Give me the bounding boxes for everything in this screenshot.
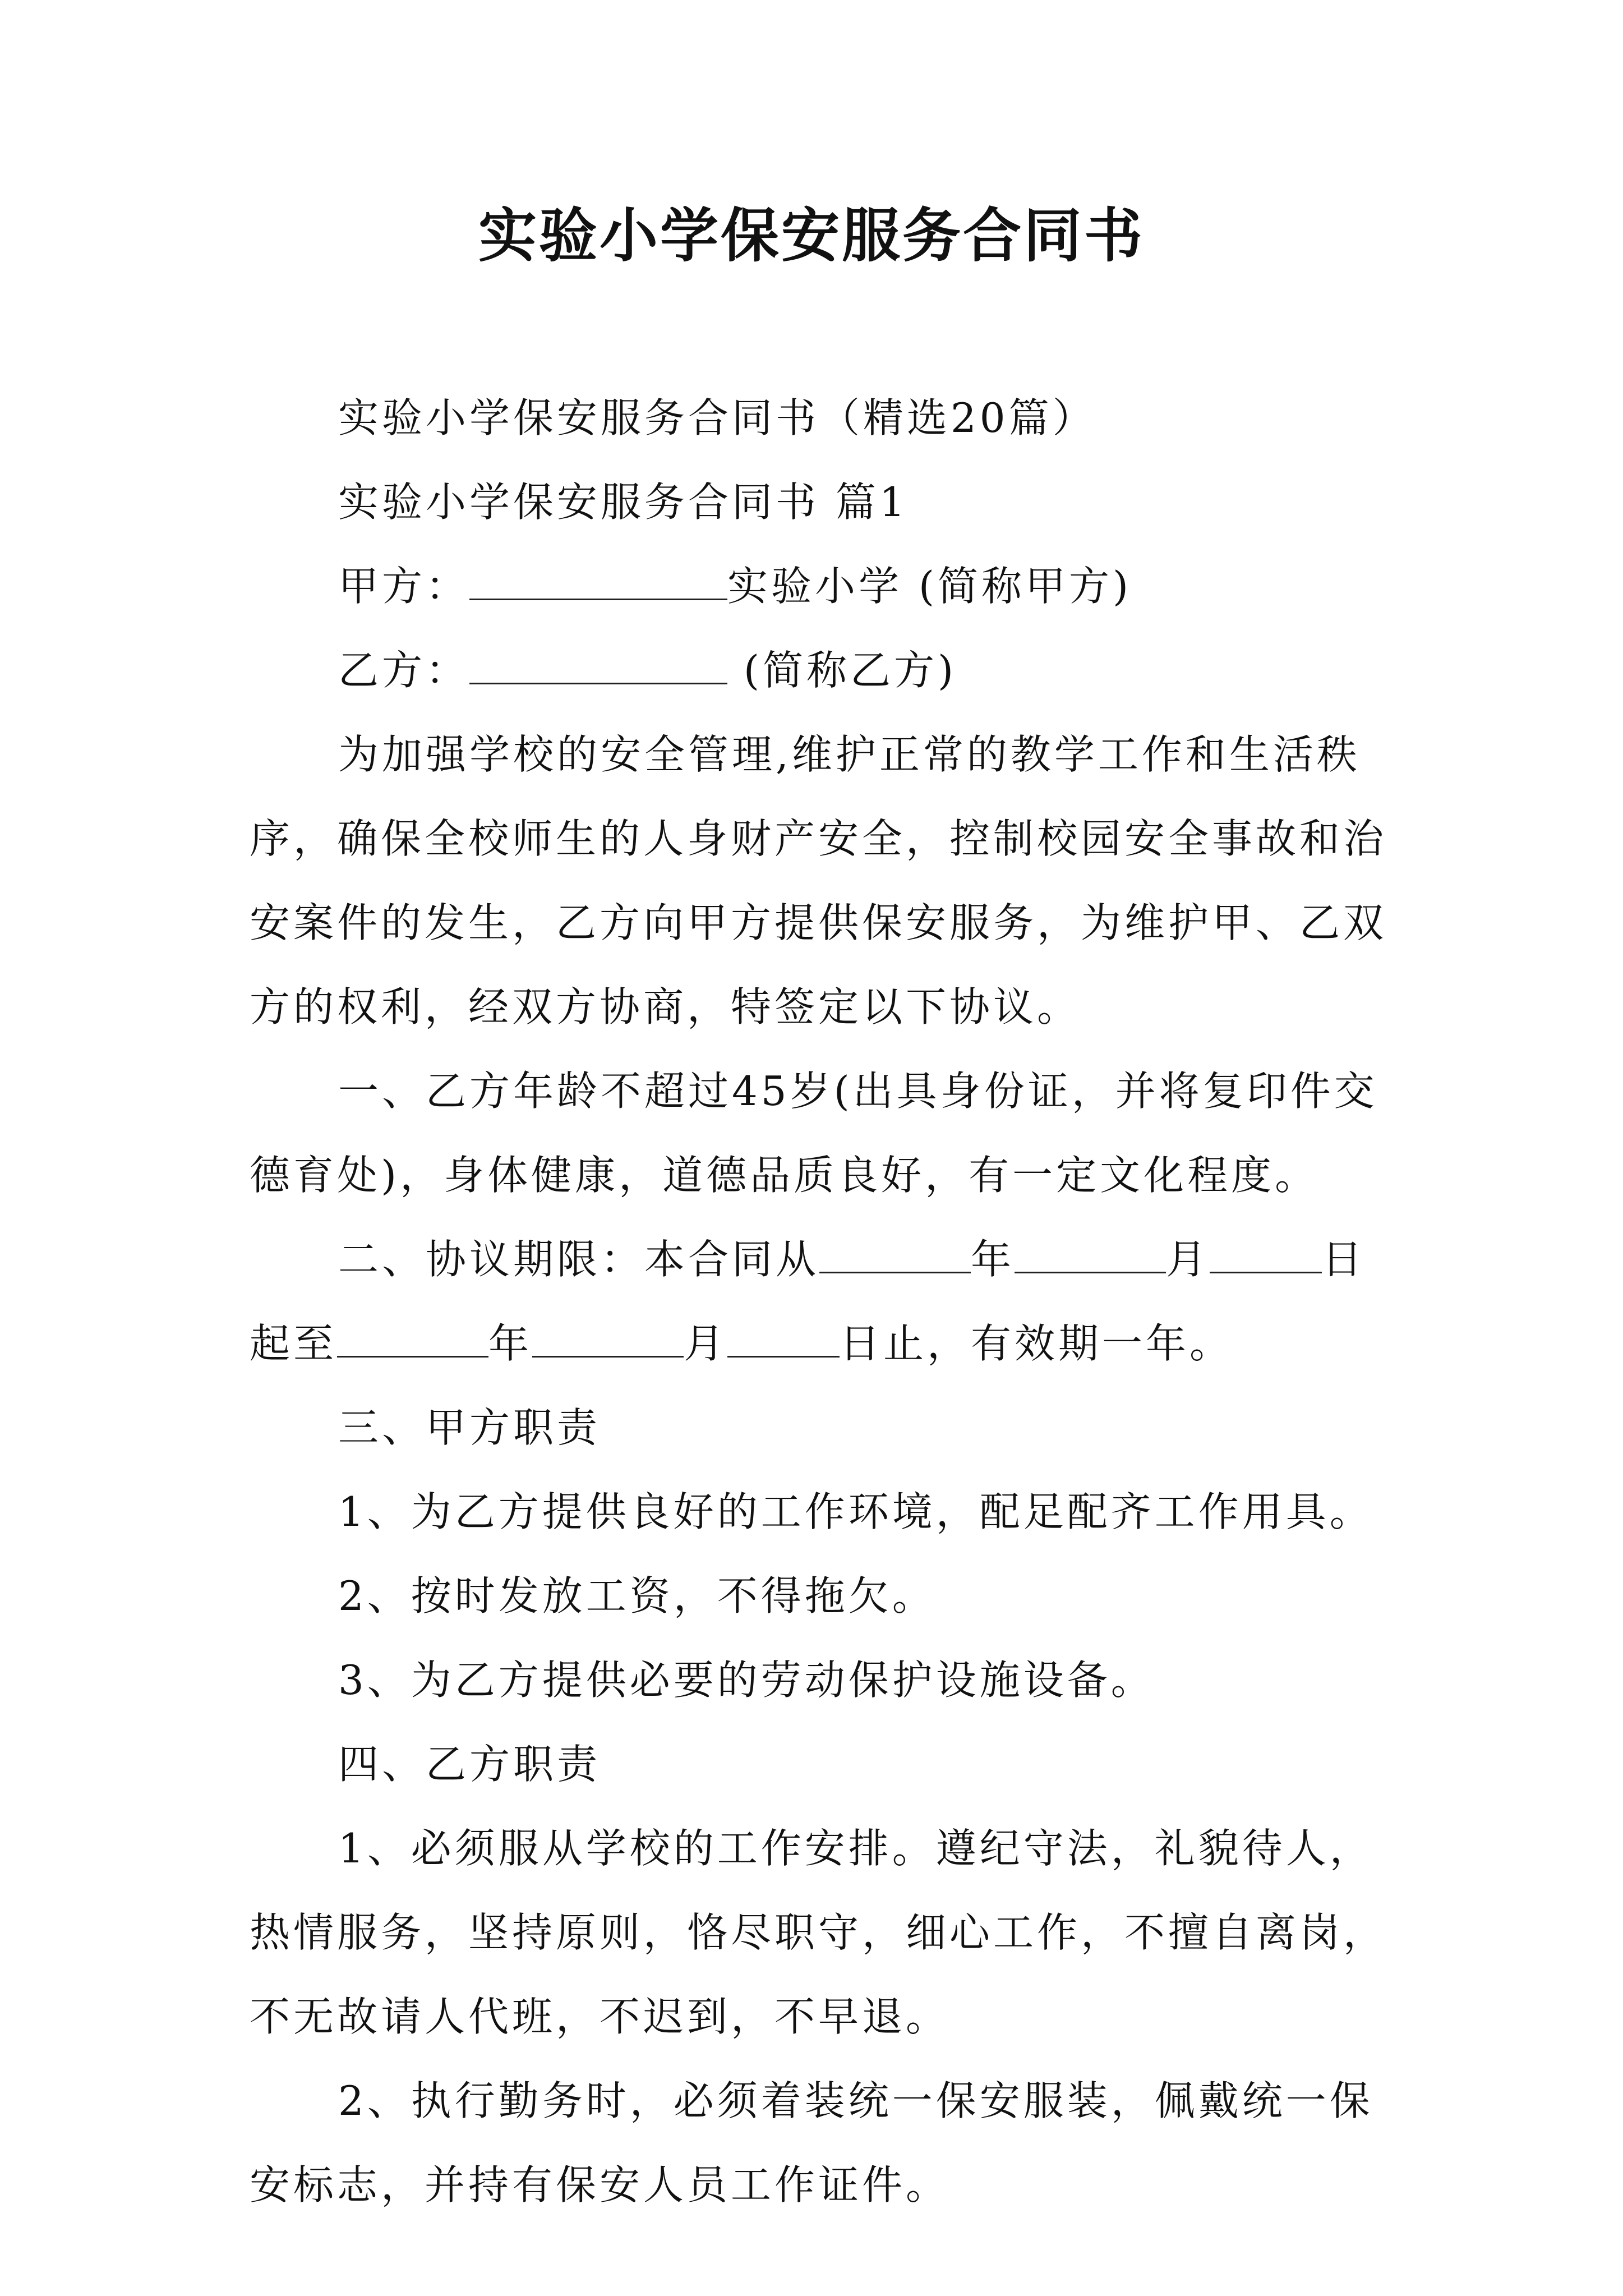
party-a-blank xyxy=(469,559,727,600)
preamble-line: 方的权利，经双方协商，特签定以下协议。 xyxy=(250,983,1081,1030)
clause-2-line-2 xyxy=(250,1301,1394,1386)
party-b-label: 乙方： xyxy=(338,647,470,694)
clause-3-item: 3、为乙方提供必要的劳动保护设施设备。 xyxy=(338,1657,1155,1704)
clause-2-ending: 日止，有效期一年。 xyxy=(840,1320,1234,1367)
preamble-line: 安案件的发生，乙方向甲方提供保安服务，为维护甲、乙双 xyxy=(250,899,1387,946)
party-a-label: 甲方： xyxy=(338,563,470,610)
clause-4-heading: 四、乙方职责 xyxy=(338,1741,601,1788)
section-heading: 实验小学保安服务合同书 篇1 xyxy=(338,478,909,526)
end-month-blank xyxy=(532,1317,684,1358)
end-day-blank xyxy=(727,1317,840,1358)
clause-1-line: 德育处)，身体健康，道德品质良好，有一定文化程度。 xyxy=(250,1152,1319,1199)
year-label: 年 xyxy=(971,1236,1015,1283)
clause-1-line: 一、乙方年龄不超过45岁(出具身份证，并将复印件交 xyxy=(338,1068,1378,1115)
clause-4-item-1-line: 热情服务，坚持原则，恪尽职守，细心工作，不擅自离岗， xyxy=(250,1909,1387,1956)
clause-3-item: 2、按时发放工资，不得拖欠。 xyxy=(338,1572,936,1619)
party-a-line xyxy=(250,544,1394,628)
preamble-line: 序，确保全校师生的人身财产安全，控制校园安全事故和治 xyxy=(250,815,1387,862)
start-day-blank xyxy=(1210,1232,1322,1273)
clause-4-item-2-line: 安标志，并持有保安人员工作证件。 xyxy=(250,2161,950,2208)
clause-2-prefix: 二、协议期限：本合同从 xyxy=(338,1236,820,1283)
clause-4-item-2-line: 2、执行勤务时，必须着装统一保安服装，佩戴统一保 xyxy=(338,2077,1373,2124)
clause-4-item-1-line: 1、必须服从学校的工作安排。遵纪守法，礼貌待人， xyxy=(338,1825,1373,1872)
clause-3-heading: 三、甲方职责 xyxy=(338,1404,601,1451)
party-b-blank xyxy=(469,643,727,684)
clause-4-item-1-line: 不无故请人代班，不迟到，不早退。 xyxy=(250,1993,950,2040)
start-month-blank xyxy=(1015,1232,1166,1273)
preamble-line: 为加强学校的安全管理,维护正常的教学工作和生活秩 xyxy=(338,731,1361,778)
party-b-line xyxy=(250,628,1394,712)
party-b-suffix: (简称乙方) xyxy=(727,647,957,694)
document-title: 实验小学保安服务合同书 xyxy=(478,201,1145,270)
party-a-suffix: 实验小学 (简称甲方) xyxy=(727,563,1132,610)
clause-3-item: 1、为乙方提供良好的工作环境，配足配齐工作用具。 xyxy=(338,1488,1373,1535)
clause-2-line-1 xyxy=(250,1217,1394,1301)
document-body xyxy=(250,376,1394,2227)
document-subtitle: 实验小学保安服务合同书（精选20篇） xyxy=(338,394,1096,441)
year-label: 年 xyxy=(488,1320,533,1367)
clause-2-line2-prefix: 起至 xyxy=(250,1320,338,1367)
month-label: 月 xyxy=(1166,1236,1210,1283)
day-label: 日 xyxy=(1322,1236,1366,1283)
end-year-blank xyxy=(337,1317,488,1358)
start-year-blank xyxy=(819,1232,971,1273)
month-label: 月 xyxy=(684,1320,728,1367)
